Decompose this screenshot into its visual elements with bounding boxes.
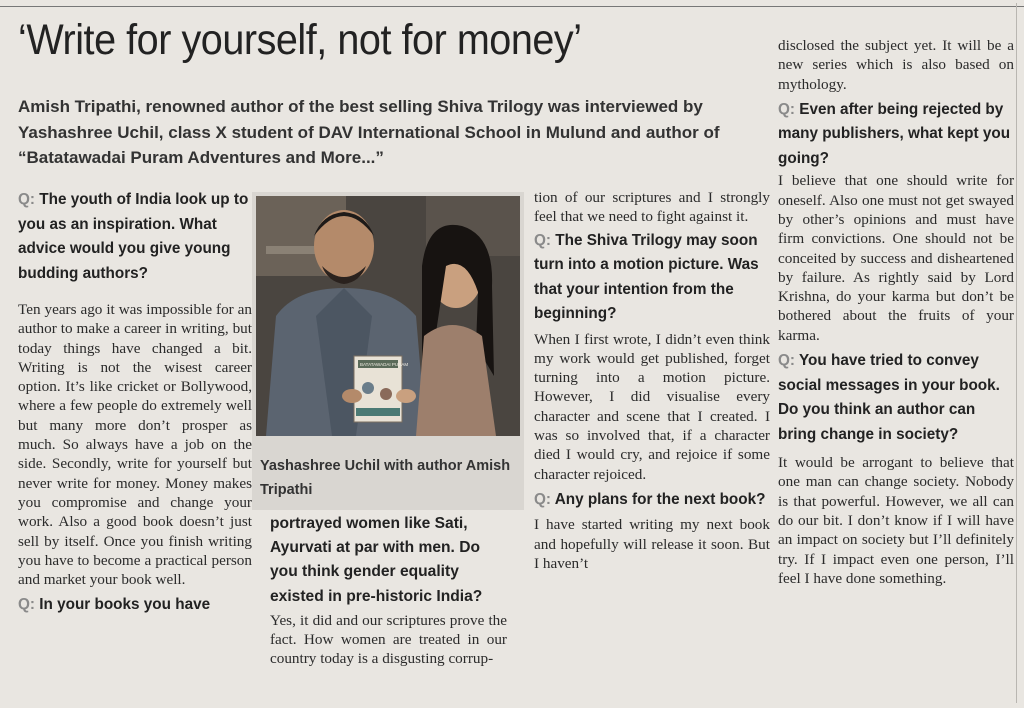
question-1-text: The youth of India look up to you as an inspiration. What advice would you give young budding authors? bbox=[18, 191, 249, 282]
answer-6: It would be arrogant to believe that one man can change society. Nobody is that powerful. However, we all can do our bit. I don’t know if I will have an impact on society but I’ll definitely try. If I impact even one person, I’ll feel I have done something. bbox=[778, 454, 1014, 587]
question-4-text: Any plans for the next book? bbox=[554, 490, 766, 508]
headline: ‘Write for yourself, not for money’ bbox=[18, 16, 582, 64]
intro-standfirst: Amish Tripathi, renowned author of the best selling Shiva Trilogy was interviewed by Yashashree Uchil, class X student of DAV International School in Mulund and author of “Batatawadai Puram Adventures and More...” bbox=[18, 97, 720, 167]
question-6 bbox=[778, 349, 1014, 447]
question-marker: Q: bbox=[534, 490, 551, 508]
question-marker: Q: bbox=[778, 352, 795, 370]
question-3 bbox=[534, 229, 770, 327]
question-2-start bbox=[18, 593, 252, 618]
column-1 bbox=[18, 188, 252, 618]
question-marker: Q: bbox=[778, 100, 795, 118]
question-3-text: The Shiva Trilogy may soon turn into a motion picture. Was that your intention from the beginning? bbox=[534, 231, 759, 323]
answer-2-cont: tion of our scriptures and I strongly feel that we need to fight against it. bbox=[534, 189, 770, 226]
answer-2: Yes, it did and our scriptures prove the fact. How women are treated in our country today is a disgusting corrup- bbox=[270, 611, 507, 668]
column-rule bbox=[1016, 3, 1017, 703]
answer-3: When I first wrote, I didn’t even think my work would get published, forget turning into a motion picture. However, I did visualise every character and scene that I created. I was so involved that, if a character died I would cry, and rejoice if some character rejoiced. bbox=[534, 330, 770, 483]
question-marker: Q: bbox=[18, 191, 35, 208]
photo-illustration bbox=[256, 196, 520, 436]
question-marker: Q: bbox=[18, 596, 35, 614]
question-2-start-text: In your books you have bbox=[39, 596, 211, 614]
question-5-text: Even after being rejected by many publishers, what kept you going? bbox=[778, 100, 1011, 167]
question-4 bbox=[534, 488, 770, 513]
answer-4: I have started writing my next book and hopefully will release it soon. But I haven’t bbox=[534, 516, 770, 573]
top-rule bbox=[0, 6, 1024, 7]
question-5 bbox=[778, 98, 1014, 172]
answer-5: I believe that one should write for oneself. Also one must not get swayed by other’s opinions and must have firm convictions. One should not be conceited by success and disheartened by failure. As rightly said by Lord Krishna, do your karma but don’t be bothered about the fruits of your karma. bbox=[778, 172, 1014, 344]
photo-box bbox=[252, 192, 524, 510]
question-1 bbox=[18, 188, 252, 286]
photo-caption: Yashashree Uchil with author Amish Tripathi bbox=[260, 458, 511, 498]
answer-1: Ten years ago it was impossible for an author to make a career in writing, but today things have changed a bit. Writing is not the wisest career option. It’s like cricket or Bollywood, where a few people do extremely well but many more don’t prosper as much. So always have a job on the side. Secondly, write for yourself but never write for money. Money makes you compromise and change your work. Also a good book doesn’t just sell by itself. Once you finish writing you have to become a practical person and market your book well. bbox=[18, 301, 252, 589]
photo bbox=[256, 196, 520, 436]
question-marker: Q: bbox=[534, 231, 551, 249]
column-3 bbox=[534, 188, 770, 573]
book-cover-title: BATATAWADAI PURAM bbox=[360, 362, 409, 367]
question-2-cont: portrayed women like Sati, Ayurvati at par with men. Do you think gender equality existed in pre-historic India? bbox=[270, 515, 483, 605]
answer-4-cont: disclosed the subject yet. It will be a new series which is also based on mythology. bbox=[778, 37, 1014, 93]
column-2 bbox=[270, 512, 507, 669]
column-4 bbox=[778, 36, 1014, 588]
question-6-text: You have tried to convey social messages in your book. Do you think an author can bring change in society? bbox=[778, 352, 1000, 443]
